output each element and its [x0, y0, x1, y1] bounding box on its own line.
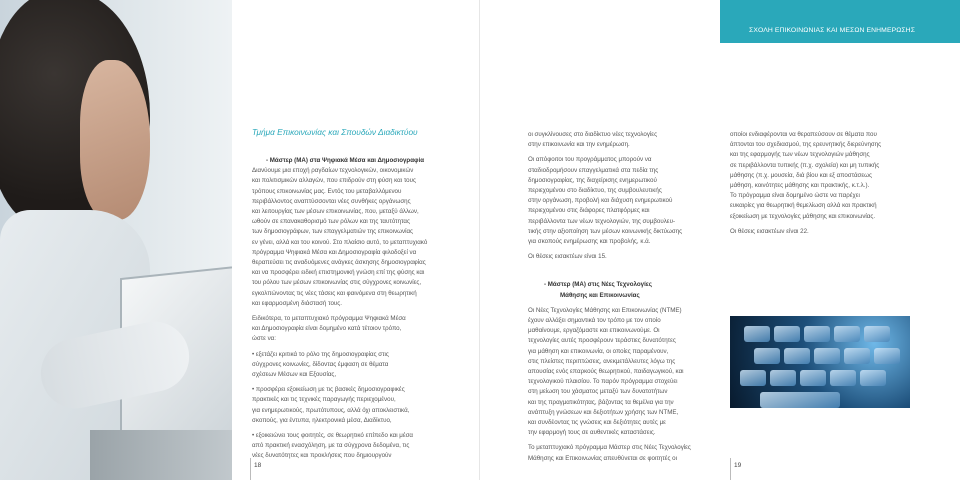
bullet-item: [252, 431, 474, 462]
text-line: στις πλείστες περιπτώσεις, ανεκμετάλλευτες λόγω της: [528, 357, 676, 365]
text-line: ανάπτυξη γνώσεων και δεξιοτήτων χρήσης των ΝΤΜΕ,: [528, 408, 679, 416]
text-line: σε περιβάλλοντα τυπικής (π.χ. σχολεία) και μη τυπικής: [730, 161, 880, 169]
school-banner: [720, 0, 960, 43]
section-title: Τμήμα Επικοινωνίας και Σπουδών Διαδικτύου: [252, 127, 418, 137]
text-line: • εξετάζει κριτικά το ρόλο της δημοσιογραφίας στις: [252, 350, 389, 358]
text-line: Το πρόγραμμα είναι δομημένο ώστε να παρέχει: [730, 192, 860, 200]
text-line: για ενημερωτικούς, πρωτότυπους, αλλά όχι αποκλειστικά,: [252, 406, 410, 414]
specifically-paragraph: [252, 314, 474, 345]
text-line: Οι απόφοιτοι του προγράμματος μπορούν να: [528, 156, 652, 164]
text-line: σχέσεων Μέσων και Εξουσίας,: [252, 371, 337, 379]
left-column: [252, 156, 474, 462]
text-line: στην οργάνωση, προβολή και διάχυση ενημερωτικού: [528, 197, 673, 205]
text-line: περιβάλλοντα των νέων τεχνολογιών, της συμβουλευ-: [528, 217, 676, 225]
text-line: σκοπούς, για έντυπα, ηλεκτρονικά μέσα, Διαδίκτυο,: [252, 416, 392, 424]
continuation-paragraph: [528, 130, 728, 150]
text-line: Διανύουμε μια εποχή ραγδαίων τεχνολογικών, οικονομικών: [252, 167, 414, 175]
right-page: [480, 0, 960, 480]
text-line: και της πραγματικότητας, βάζοντας τα θεμέλια για την: [528, 398, 674, 406]
text-line: έχουν αλλάξει σημαντικά τον τρόπο με τον οποίο: [528, 317, 661, 325]
text-line: περιβάλλοντος αναπτύσσονται νέες συνθήκες οργάνωσης: [252, 197, 411, 205]
text-line: τρόπους επικοινωνίας μας. Εντός του μεταβαλλόμενου: [252, 187, 402, 195]
text-line: των δημοσιογράφων, των επαγγελματιών της επικοινωνίας: [252, 228, 414, 236]
text-line: Το μεταπτυχιακό πρόγραμμα Μάστερ στις Νέες Τεχνολογίες: [528, 444, 691, 452]
student-laptop-photo: [0, 0, 232, 480]
heading-line: - Μάστερ (ΜΑ) στις Νέες Τεχνολογίες: [544, 281, 652, 289]
text-line: ευκαιρίες για θεωρητική θεμελίωση αλλά και πρακτική: [730, 202, 877, 210]
text-line: Οι Νέες Τεχνολογίες Μάθησης και Επικοινωνίας (ΝΤΜΕ): [528, 306, 682, 314]
text-line: απουσίας ενός επαρκούς θεωρητικού, παιδαγωγικού, και: [528, 368, 684, 376]
text-line: σταδιοδρομήσουν επαγγελματικά στα πεδία της: [528, 166, 659, 174]
text-line: μάθησης (π.χ. μουσεία, διά βίου και εξ αποστάσεως: [730, 171, 872, 179]
text-line: εν γένει, αλλά και του κοινού. Στο πλαίσιο αυτό, το μεταπτυχιακό: [252, 238, 428, 246]
text-line: στη μείωση του χάσματος μεταξύ των δυνατοτήτων: [528, 388, 668, 396]
text-line: εξοικείωση με τεχνολογίες μάθησης και επικοινωνίας.: [730, 212, 876, 220]
text-line: οι συγκλίνουσες στο διαδίκτυο νέες τεχνολογίες: [528, 131, 658, 138]
text-line: τικής στην αξιοποίηση των μέσων κοινωνικής δικτύωσης: [528, 227, 683, 235]
text-line: και εφαρμοσμένη διάστασή τους.: [252, 299, 342, 307]
text-line: δημοσιογραφίας, της διαχείρισης ενημερωτικού: [528, 176, 657, 184]
text-line: εγκολπώνοντας τις νέες τάσεις και φαινόμενα στη θεωρητική: [252, 289, 417, 297]
graduates-paragraph: [528, 155, 728, 247]
text-line: μαθαίνουμε, εργαζόμαστε και επικοινωνούμε. Οι: [528, 327, 660, 335]
audience-continuation-paragraph: [730, 130, 936, 222]
text-line: ώστε να:: [252, 335, 276, 343]
text-line: και να προσφέρει ειδική επιστημονική γνώση επί της φύσης και: [252, 269, 425, 277]
text-line: και συνδέοντας τις γνώσεις και δεξιότητες αυτές με: [528, 419, 666, 427]
school-banner-title: ΣΧΟΛΗ ΕΠΙΚΟΙΝΩΝΙΑΣ ΚΑΙ ΜΕΣΩΝ ΕΝΗΜΕΡΩΣΗΣ: [749, 27, 915, 34]
text-line: τεχνολογίες αυτές προσφέρουν τεράστιες δυνατότητες: [528, 337, 676, 345]
ntme-paragraph: [528, 306, 728, 439]
audience-paragraph: [528, 443, 728, 463]
text-line: από πρακτική ενασχόληση, με τα σύγχρονα δεδομένα, τις: [252, 442, 410, 450]
text-line: Μάθησης και Επικοινωνίας απευθύνεται σε φοιτητές οι: [528, 454, 677, 462]
ma-digital-media-heading: - Μάστερ (ΜΑ) στα Ψηφιακά Μέσα και Δημοσιογραφία: [265, 157, 424, 164]
text-line: και Δημοσιογραφία είναι δομημένο κατά τέτοιον τρόπο,: [252, 325, 402, 333]
text-line: και πολιτισμικών αλλαγών, που επιδρούν στη φύση και τους: [252, 177, 416, 185]
page-number-rule: [730, 458, 731, 480]
text-line: • εξοικειώνει τους φοιτητές, σε θεωρητικό επίπεδο και μέσα: [252, 432, 414, 440]
text-line: περιεχομένου στο διαδίκτυο, της συμβουλευτικής: [528, 187, 662, 195]
seats-count: Οι θέσεις εισακτέων είναι 15.: [528, 253, 607, 261]
page-number: 18: [254, 462, 262, 469]
text-line: οποίοι ενδιαφέρονται να θεραπεύσουν σε θέματα που: [730, 131, 877, 138]
intro-paragraph: [252, 166, 474, 309]
text-line: πρόγραμμα Ψηφιακά Μέσα και Δημοσιογραφία φιλοδοξεί να: [252, 248, 417, 256]
text-line: τεχνολογικού πλαισίου. Το παρόν πρόγραμμα στοχεύει: [528, 378, 678, 386]
text-line: για μάθηση και επικοινωνία, οι οποίες παραμένουν,: [528, 347, 669, 355]
page-number: 19: [734, 462, 742, 469]
middle-column: [528, 130, 728, 464]
text-line: μάθηση, κοινότητες μάθησης και πρακτικής, κ.τ.λ.).: [730, 182, 870, 190]
ma-new-tech-heading: [528, 280, 728, 300]
text-line: στην επικοινωνία και την ενημέρωση.: [528, 141, 630, 149]
text-line: την εφαρμογή τους σε αυθεντικές καταστάσεις.: [528, 429, 656, 437]
page-number-rule: [250, 458, 251, 480]
keyboard-photo: [730, 316, 910, 408]
bullet-item: [252, 385, 474, 426]
heading-line: Μάθησης και Επικοινωνίας: [560, 291, 640, 299]
bullet-item: [252, 350, 474, 381]
text-line: σύγχρονες κοινωνίες, δίδοντας έμφαση σε θέματα: [252, 360, 389, 368]
right-column: [730, 130, 936, 237]
text-line: και λειτουργίας των μέσων επικοινωνίας, που, μεταξύ άλλων,: [252, 208, 419, 216]
text-line: και της εφαρμογής των νέων τεχνολογιών μάθησης: [730, 151, 870, 159]
text-line: περιεχομένου στις διάφορες πλατφόρμες και: [528, 207, 650, 215]
text-line: για σκοπούς ενημέρωσης και προβολής, κ.ά.: [528, 238, 651, 246]
text-line: ωθούν σε επανακαθορισμό των ρόλων και της ταυτότητας: [252, 218, 410, 226]
text-line: θεραπεύσει τις αναδυόμενες ανάγκες άσκησης δημοσιογραφίας: [252, 259, 426, 267]
seats-count: Οι θέσεις εισακτέων είναι 22.: [730, 227, 809, 235]
text-line: Ειδικότερα, το μεταπτυχιακό πρόγραμμα Ψηφιακά Μέσα: [252, 315, 406, 323]
text-line: • προσφέρει εξοικείωση με τις βασικές δημοσιογραφικές: [252, 386, 405, 394]
text-line: νέες δυνατότητες και προκλήσεις που δημιουργούν: [252, 452, 392, 460]
text-line: του ρόλου των μέσων επικοινωνίας στις σύγχρονες κοινωνίες,: [252, 279, 422, 287]
text-line: άπτονται του σχεδιασμού, της ερευνητικής διερεύνησης: [730, 141, 882, 149]
text-line: πρακτικές και τις τεχνικές παραγωγής περιεχομένου,: [252, 396, 396, 404]
